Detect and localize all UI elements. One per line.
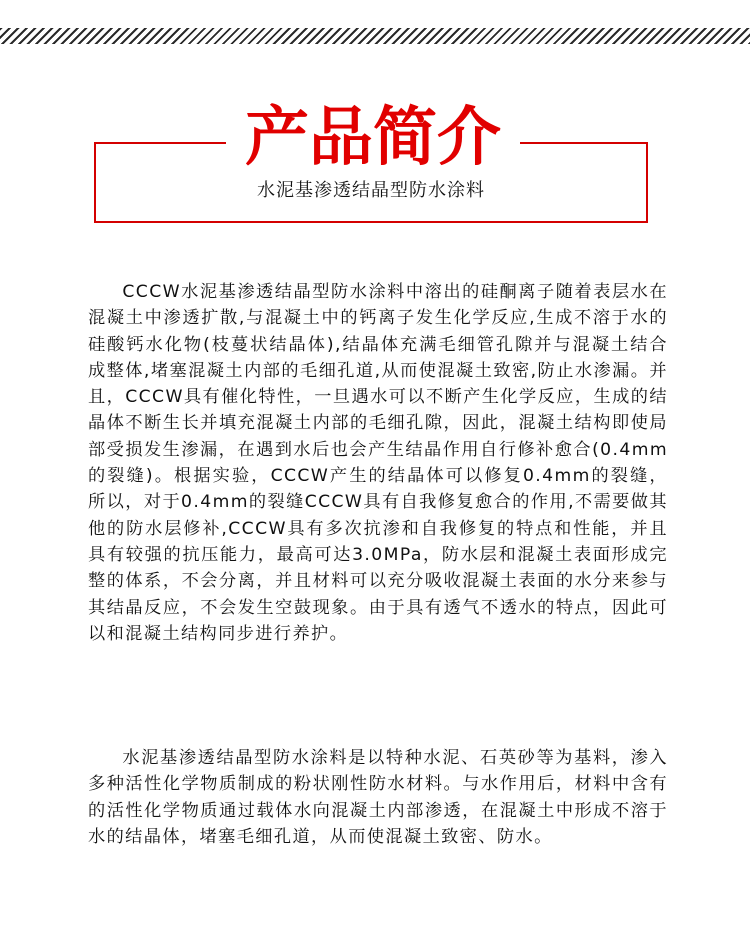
hatched-divider-band <box>0 28 750 44</box>
product-subtitle: 水泥基渗透结晶型防水涂料 <box>257 180 485 201</box>
page-title: 产品简介 <box>245 101 501 175</box>
title-frame-top-left-line <box>94 142 226 144</box>
description-paragraph-1: CCCW水泥基渗透结晶型防水涂料中溶出的硅酮离子随着表层水在混凝土中渗透扩散,与混凝土中的钙离子发生化学反应,生成不溶于水的硅酸钙水化物(枝蔓状结晶体),结晶体充满毛细管孔隙并与混凝土结合成整体,堵塞混凝土内部的毛细孔道,从而使混凝土致密,防止水渗漏。并且，CCCW具有催化特性，一旦遇水可以不断产生化学反应，生成的结晶体不断生长并填充混凝土内部的毛细孔隙，因此，混凝土结构即使局部受损发生渗漏，在遇到水后也会产生结晶作用自行修补愈合(0.4mm的裂缝)。根据实验，CCCW产生的结晶体可以修复0.4mm的裂缝，所以，对于0.4mm的裂缝CCCW具有自我修复愈合的作用,不需要做其他的防水层修补,CCCW具有多次抗渗和自我修复的特点和性能，并且具有较强的抗压能力，最高可达3.0MPa，防水层和混凝土表面形成完整的体系，不会分离，并且材料可以充分吸收混凝土表面的水分来参与其结晶反应，不会发生空鼓现象。由于具有透气不透水的特点，因此可以和混凝土结构同步进行养护。 <box>88 282 668 644</box>
description-paragraph-2: 水泥基渗透结晶型防水涂料是以特种水泥、石英砂等为基料，渗入多种活性化学物质制成的粉状刚性防水材料。与水作用后，材料中含有的活性化学物质通过载体水向混凝土内部渗透，在混凝土中形成不溶于水的结晶体，堵塞毛细孔道，从而使混凝土致密、防水。 <box>88 748 668 847</box>
title-frame-top-right-line <box>520 142 648 144</box>
